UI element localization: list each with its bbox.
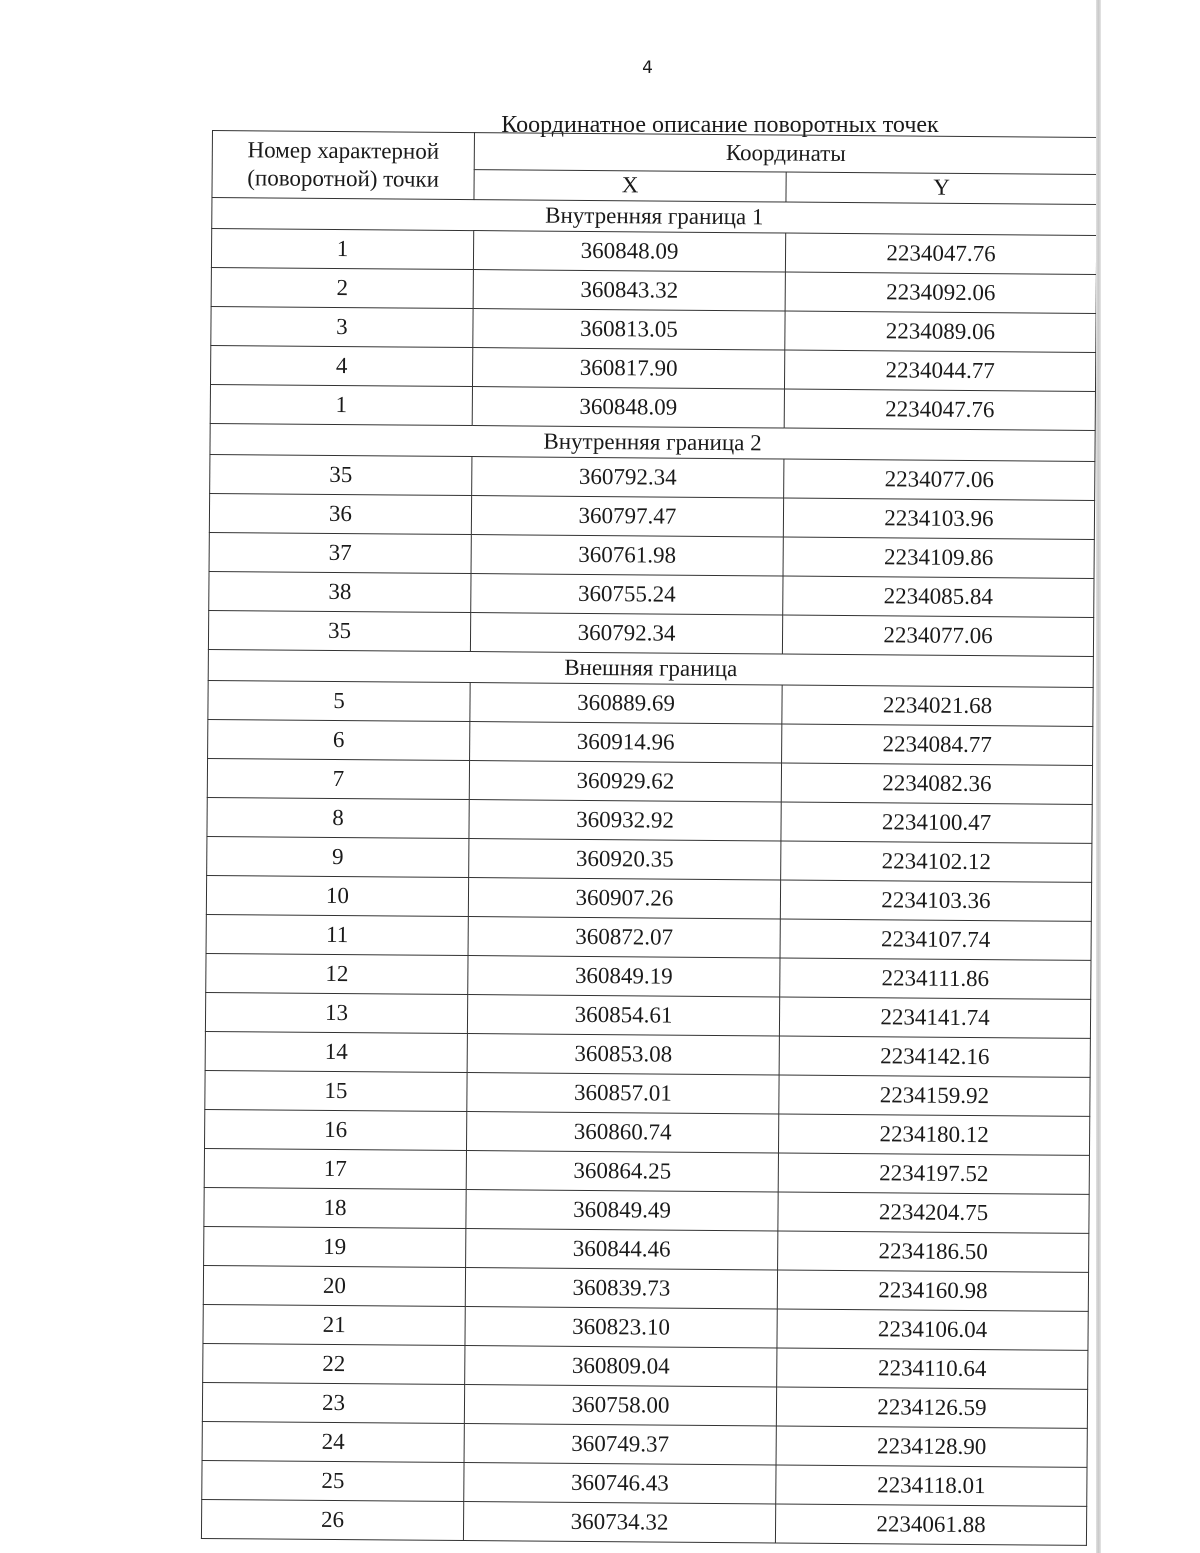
x-coordinate-cell: 360932.92 (469, 800, 781, 841)
point-number-header: Номер характерной (поворотной) точки (212, 131, 475, 200)
x-coordinate-cell: 360849.19 (468, 956, 780, 997)
y-coordinate-cell: 2234084.77 (782, 724, 1093, 765)
point-number-cell: 35 (210, 454, 472, 495)
y-coordinate-cell: 2234197.52 (778, 1153, 1089, 1194)
x-coordinate-cell: 360854.61 (467, 995, 779, 1036)
point-number-cell: 18 (204, 1187, 466, 1228)
point-number-cell: 20 (203, 1265, 465, 1306)
point-number-cell: 35 (208, 610, 470, 651)
point-number-cell: 15 (205, 1070, 467, 1111)
point-number-cell: 25 (202, 1460, 464, 1501)
point-number-cell: 3 (211, 306, 473, 347)
y-header: Y (786, 172, 1097, 205)
x-coordinate-cell: 360920.35 (469, 839, 781, 880)
section-title: Внутренняя граница 1 (212, 198, 1097, 236)
x-coordinate-cell: 360907.26 (468, 878, 780, 919)
y-coordinate-cell: 2234089.06 (785, 311, 1096, 352)
x-coordinate-cell: 360843.32 (473, 270, 785, 311)
x-coordinate-cell: 360860.74 (466, 1112, 778, 1153)
y-coordinate-cell: 2234107.74 (780, 919, 1091, 960)
point-number-cell: 12 (206, 953, 468, 994)
x-coordinate-cell: 360839.73 (465, 1268, 777, 1309)
x-coordinate-cell: 360817.90 (472, 348, 784, 389)
x-coordinate-cell: 360872.07 (468, 917, 780, 958)
x-coordinate-cell: 360761.98 (471, 535, 783, 576)
point-number-cell: 7 (207, 758, 469, 799)
table-body (201, 198, 1097, 1546)
point-number-cell: 6 (208, 719, 470, 760)
section-title: Внутренняя граница 2 (210, 423, 1095, 461)
point-number-cell: 9 (207, 836, 469, 877)
x-coordinate-cell: 360929.62 (469, 761, 781, 802)
y-coordinate-cell: 2234102.12 (781, 841, 1092, 882)
y-coordinate-cell: 2234159.92 (779, 1075, 1090, 1116)
point-number-cell: 37 (209, 532, 471, 573)
point-number-cell: 2 (211, 267, 473, 308)
y-coordinate-cell: 2234061.88 (775, 1504, 1086, 1545)
y-coordinate-cell: 2234126.59 (776, 1387, 1087, 1428)
x-coordinate-cell: 360792.34 (472, 457, 784, 498)
y-coordinate-cell: 2234186.50 (778, 1231, 1089, 1272)
point-number-cell: 22 (203, 1343, 465, 1384)
y-coordinate-cell: 2234141.74 (779, 997, 1090, 1038)
point-number-cell: 26 (201, 1499, 463, 1540)
x-coordinate-cell: 360848.09 (472, 387, 784, 428)
point-number-cell: 1 (210, 384, 472, 425)
point-number-cell: 23 (202, 1382, 464, 1423)
coordinates-header: Координаты (474, 133, 1097, 175)
point-number-cell: 14 (205, 1031, 467, 1072)
section-title: Внешняя граница (208, 649, 1093, 687)
y-coordinate-cell: 2234044.77 (784, 350, 1095, 391)
x-coordinate-cell: 360889.69 (470, 683, 782, 724)
y-coordinate-cell: 2234128.90 (776, 1426, 1087, 1467)
page-number: 4 (642, 58, 653, 78)
x-header: X (474, 169, 786, 202)
x-coordinate-cell: 360758.00 (464, 1385, 776, 1426)
point-number-cell: 16 (205, 1109, 467, 1150)
y-coordinate-cell: 2234047.76 (785, 233, 1096, 274)
point-number-cell: 5 (208, 680, 470, 721)
y-coordinate-cell: 2234111.86 (780, 958, 1091, 999)
table-row (201, 1499, 1086, 1545)
y-coordinate-cell: 2234103.96 (783, 498, 1094, 539)
point-number-cell: 19 (204, 1226, 466, 1267)
y-coordinate-cell: 2234103.36 (780, 880, 1091, 921)
y-coordinate-cell: 2234021.68 (782, 685, 1093, 726)
point-number-cell: 36 (209, 493, 471, 534)
y-coordinate-cell: 2234110.64 (777, 1348, 1088, 1389)
y-coordinate-cell: 2234106.04 (777, 1309, 1088, 1350)
x-coordinate-cell: 360823.10 (465, 1307, 777, 1348)
point-number-cell: 24 (202, 1421, 464, 1462)
x-coordinate-cell: 360864.25 (466, 1151, 778, 1192)
point-number-cell: 8 (207, 797, 469, 838)
x-coordinate-cell: 360914.96 (470, 722, 782, 763)
header-row (212, 131, 1097, 175)
x-coordinate-cell: 360792.34 (470, 613, 782, 654)
y-coordinate-cell: 2234077.06 (784, 459, 1095, 500)
x-coordinate-cell: 360746.43 (464, 1463, 776, 1504)
y-coordinate-cell: 2234082.36 (781, 763, 1092, 804)
scan-edge (1096, 0, 1101, 1553)
point-number-cell: 38 (209, 571, 471, 612)
point-number-cell: 13 (205, 992, 467, 1033)
document-title: Координатное описание поворотных точек (501, 112, 939, 138)
x-coordinate-cell: 360844.46 (466, 1229, 778, 1270)
x-coordinate-cell: 360755.24 (471, 574, 783, 615)
point-number-cell: 21 (203, 1304, 465, 1345)
y-coordinate-cell: 2234085.84 (783, 576, 1094, 617)
x-coordinate-cell: 360857.01 (467, 1073, 779, 1114)
x-coordinate-cell: 360848.09 (473, 231, 785, 272)
y-coordinate-cell: 2234180.12 (778, 1114, 1089, 1155)
x-coordinate-cell: 360813.05 (473, 309, 785, 350)
y-coordinate-cell: 2234077.06 (782, 615, 1093, 656)
y-coordinate-cell: 2234160.98 (777, 1270, 1088, 1311)
y-coordinate-cell: 2234047.76 (784, 389, 1095, 430)
point-number-cell: 1 (211, 229, 473, 270)
y-coordinate-cell: 2234142.16 (779, 1036, 1090, 1077)
point-number-cell: 17 (204, 1148, 466, 1189)
y-coordinate-cell: 2234204.75 (778, 1192, 1089, 1233)
x-coordinate-cell: 360797.47 (471, 496, 783, 537)
coordinates-table (201, 130, 1098, 1546)
x-coordinate-cell: 360734.32 (463, 1502, 775, 1543)
x-coordinate-cell: 360749.37 (464, 1424, 776, 1465)
point-number-cell: 10 (206, 875, 468, 916)
x-coordinate-cell: 360853.08 (467, 1034, 779, 1075)
y-coordinate-cell: 2234118.01 (776, 1465, 1087, 1506)
y-coordinate-cell: 2234100.47 (781, 802, 1092, 843)
point-number-cell: 4 (211, 345, 473, 386)
y-coordinate-cell: 2234092.06 (785, 272, 1096, 313)
x-coordinate-cell: 360849.49 (466, 1190, 778, 1231)
y-coordinate-cell: 2234109.86 (783, 537, 1094, 578)
x-coordinate-cell: 360809.04 (465, 1346, 777, 1387)
table-header (212, 131, 1097, 205)
point-number-cell: 11 (206, 914, 468, 955)
